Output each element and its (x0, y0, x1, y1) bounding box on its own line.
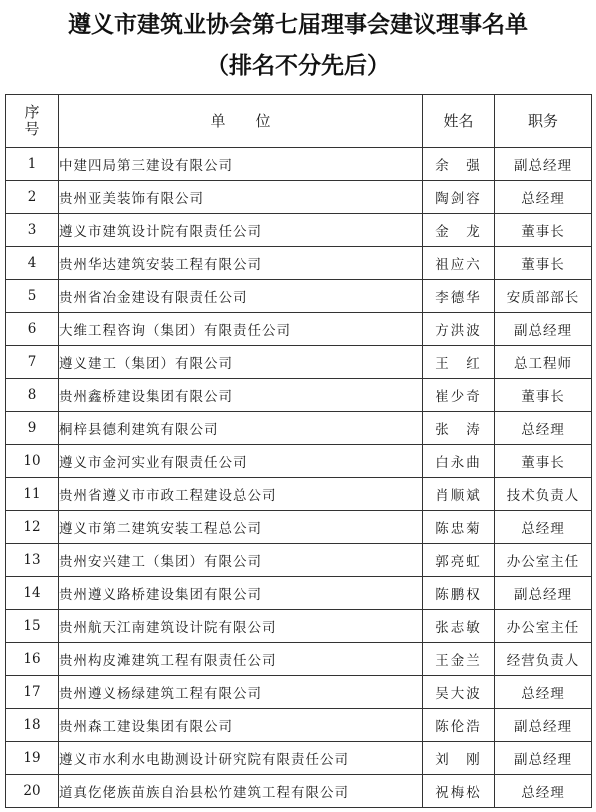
table-row (6, 412, 592, 445)
row-unit: 贵州构皮滩建筑工程有限责任公司 (59, 643, 423, 676)
row-name: 陈伦浩 (423, 709, 495, 742)
row-role: 总经理 (495, 511, 592, 544)
row-role: 办公室主任 (495, 610, 592, 643)
row-name: 陈忠菊 (423, 511, 495, 544)
column-header-number-line2: 号 (24, 120, 40, 138)
row-role: 总经理 (495, 181, 592, 214)
row-role: 办公室主任 (495, 544, 592, 577)
row-role: 技术负责人 (495, 478, 592, 511)
row-number: 9 (6, 412, 59, 445)
row-name: 陶剑容 (423, 181, 495, 214)
row-role: 副总经理 (495, 148, 592, 181)
row-unit: 贵州遵义杨绿建筑工程有限公司 (59, 676, 423, 709)
row-unit: 贵州安兴建工（集团）有限公司 (59, 544, 423, 577)
table-row (6, 214, 592, 247)
row-name: 陈鹏权 (423, 577, 495, 610)
row-unit: 贵州亚美装饰有限公司 (59, 181, 423, 214)
table-row (6, 544, 592, 577)
row-number: 2 (6, 181, 59, 214)
row-unit: 桐梓县德利建筑有限公司 (59, 412, 423, 445)
row-number: 13 (6, 544, 59, 577)
row-unit: 贵州华达建筑安装工程有限公司 (59, 247, 423, 280)
row-unit: 贵州鑫桥建设集团有限公司 (59, 379, 423, 412)
column-header-number-line1: 序 (24, 103, 40, 121)
row-number: 8 (6, 379, 59, 412)
table-row (6, 181, 592, 214)
table-row (6, 478, 592, 511)
row-name: 郭亮虹 (423, 544, 495, 577)
column-header-name: 姓名 (423, 95, 495, 148)
row-name: 崔少奇 (423, 379, 495, 412)
row-unit: 遵义市第二建筑安装工程总公司 (59, 511, 423, 544)
row-unit: 贵州遵义路桥建设集团有限公司 (59, 577, 423, 610)
row-name: 方洪波 (423, 313, 495, 346)
row-unit: 贵州航天江南建筑设计院有限公司 (59, 610, 423, 643)
row-number: 10 (6, 445, 59, 478)
row-role: 经营负责人 (495, 643, 592, 676)
row-role: 总经理 (495, 676, 592, 709)
row-unit: 贵州森工建设集团有限公司 (59, 709, 423, 742)
row-number: 17 (6, 676, 59, 709)
row-number: 18 (6, 709, 59, 742)
table-body (6, 148, 592, 808)
row-role: 董事长 (495, 247, 592, 280)
row-role: 副总经理 (495, 577, 592, 610)
row-number: 11 (6, 478, 59, 511)
column-header-unit: 单位 (59, 95, 423, 148)
row-role: 副总经理 (495, 313, 592, 346)
row-number: 12 (6, 511, 59, 544)
row-number: 6 (6, 313, 59, 346)
table-row (6, 577, 592, 610)
row-unit: 贵州省遵义市市政工程建设总公司 (59, 478, 423, 511)
column-header-number (6, 95, 59, 148)
row-number: 14 (6, 577, 59, 610)
council-member-table (5, 94, 592, 808)
page-title: 遵义市建筑业协会第七届理事会建议理事名单 (68, 12, 528, 38)
table-row (6, 709, 592, 742)
table-row (6, 643, 592, 676)
table-row (6, 247, 592, 280)
row-name: 王 红 (423, 346, 495, 379)
row-number: 15 (6, 610, 59, 643)
row-unit: 遵义建工（集团）有限公司 (59, 346, 423, 379)
table-row (6, 379, 592, 412)
table-row (6, 280, 592, 313)
row-name: 白永曲 (423, 445, 495, 478)
row-name: 张 涛 (423, 412, 495, 445)
row-unit: 遵义市水利水电勘测设计研究院有限责任公司 (59, 742, 423, 775)
row-name: 吴大波 (423, 676, 495, 709)
row-role: 副总经理 (495, 709, 592, 742)
row-number: 16 (6, 643, 59, 676)
row-unit: 遵义市建筑设计院有限责任公司 (59, 214, 423, 247)
table-row (6, 742, 592, 775)
row-name: 肖顺斌 (423, 478, 495, 511)
row-role: 总工程师 (495, 346, 592, 379)
table-row (6, 676, 592, 709)
table-row (6, 445, 592, 478)
row-unit: 道真仡佬族苗族自治县松竹建筑工程有限公司 (59, 775, 423, 808)
row-role: 安质部部长 (495, 280, 592, 313)
row-name: 金 龙 (423, 214, 495, 247)
row-role: 副总经理 (495, 742, 592, 775)
table-header-row (6, 95, 592, 148)
row-name: 刘 刚 (423, 742, 495, 775)
page-subtitle: （排名不分先后） (206, 53, 390, 79)
table-row (6, 610, 592, 643)
table-row (6, 775, 592, 808)
table-row (6, 148, 592, 181)
row-role: 董事长 (495, 379, 592, 412)
table-row (6, 511, 592, 544)
row-number: 19 (6, 742, 59, 775)
row-number: 3 (6, 214, 59, 247)
row-number: 20 (6, 775, 59, 808)
row-unit: 中建四局第三建设有限公司 (59, 148, 423, 181)
row-number: 1 (6, 148, 59, 181)
row-role: 董事长 (495, 445, 592, 478)
row-unit: 贵州省冶金建设有限责任公司 (59, 280, 423, 313)
row-number: 5 (6, 280, 59, 313)
column-header-role: 职务 (495, 95, 592, 148)
row-number: 4 (6, 247, 59, 280)
row-name: 祝梅松 (423, 775, 495, 808)
row-unit: 大维工程咨询（集团）有限责任公司 (59, 313, 423, 346)
row-name: 祖应六 (423, 247, 495, 280)
row-role: 董事长 (495, 214, 592, 247)
table-row (6, 346, 592, 379)
table-row (6, 313, 592, 346)
row-number: 7 (6, 346, 59, 379)
row-unit: 遵义市金河实业有限责任公司 (59, 445, 423, 478)
row-role: 总经理 (495, 412, 592, 445)
row-name: 李德华 (423, 280, 495, 313)
row-role: 总经理 (495, 775, 592, 808)
row-name: 张志敏 (423, 610, 495, 643)
row-name: 余 强 (423, 148, 495, 181)
row-name: 王金兰 (423, 643, 495, 676)
